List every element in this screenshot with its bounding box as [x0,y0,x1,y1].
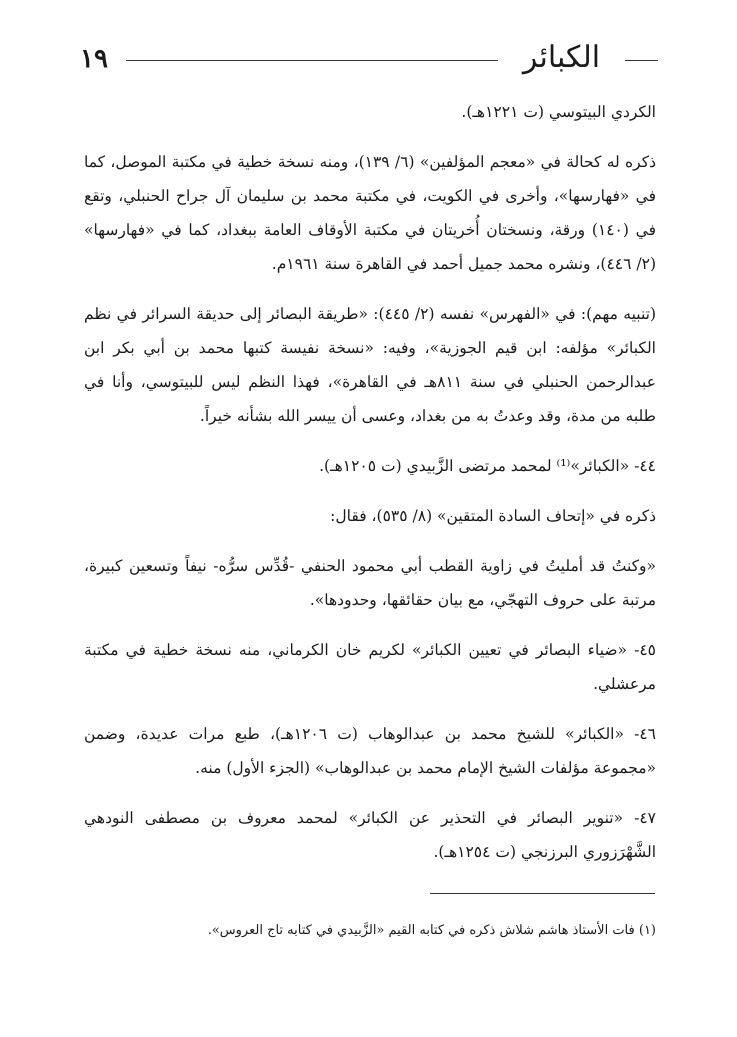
paragraph: ٤٧- «تنوير البصائر في التحذير عن الكبائر» لمحمد معروف بن مصطفى النودهي الشَّهْرَزوري البرزنجي (ت ١٢٥٤هـ). [84,809,656,861]
main-text [84,95,656,869]
paragraph: ٤٤- «الكبائر»⁽¹⁾ لمحمد مرتضى الزَّبيدي (ت ١٢٠٥هـ). [319,457,656,475]
paragraph: «وكنتُ قد أمليتُ في زاوية القطب أبي محمود الحنفي -قُدِّس سرُّه- نيفاً وتسعين كبيرة، مرتبة على حروف التهجّي، مع بيان حقائقها، وحدودها». [84,557,656,609]
header-rule-end [625,60,658,61]
header-rule [126,60,498,61]
running-title: الكبائر [522,40,601,75]
footnote-separator [430,893,655,894]
paragraph: ٤٦- «الكبائر» للشيخ محمد بن عبدالوهاب (ت ١٢٠٦هـ)، طبع مرات عديدة، وضمن «مجموعة مؤلفات الشيخ الإمام محمد بن عبدالوهاب» (الجزء الأول) منه. [84,725,657,777]
footnote: (١) فات الأستاذ هاشم شلاش ذكره في كتابه القيم «الزَّبيدي في كتابه تاج العروس». [207,923,656,938]
paragraph: ذكره له كحالة في «معجم المؤلفين» (٦/ ١٣٩)، ومنه نسخة خطية في مكتبة الموصل، كما في «فهارسها»، وأخرى في الكويت، في مكتبة محمد بن سليمان آل جراح الحنبلي، وتقع في (١٤٠) ورقة، ونسختان أُخريتان في مكتبة الأوقاف العامة ببغداد، كما في «فهارسها» (٢/ ٤٤٦)، ونشره محمد جميل أحمد في القاهرة سنة ١٩٦١م. [84,153,657,273]
paragraph: (تنبيه مهم): في «الفهرس» نفسه (٢/ ٤٤٥): «طريقة البصائر إلى حديقة السرائر في نظم الكبائر» مؤلفه: ابن قيم الجوزية»، وفيه: «نسخة نفيسة كتبها محمد بن أبي بكر ابن عبدالرحمن الحنبلي في سنة ٨١١هـ في القاهرة»، فهذا النظم ليس للبيتوسي، وأنا في طلبه من مدة، وقد وعدتُ به من بغداد، وعسى أن ييسر الله بشأنه خيراً. [84,305,656,425]
paragraph: ٤٥- «ضياء البصائر في تعيين الكبائر» لكريم خان الكرماني، منه نسخة خطية في مكتبة مرعشلي. [84,641,656,693]
paragraph: ذكره في «إتحاف السادة المتقين» (٨/ ٥٣٥)، فقال: [330,507,656,525]
page-header [80,38,660,78]
paragraph: الكردي البيتوسي (ت ١٢٢١هـ). [461,103,656,121]
page-number: ١٩ [80,44,108,74]
